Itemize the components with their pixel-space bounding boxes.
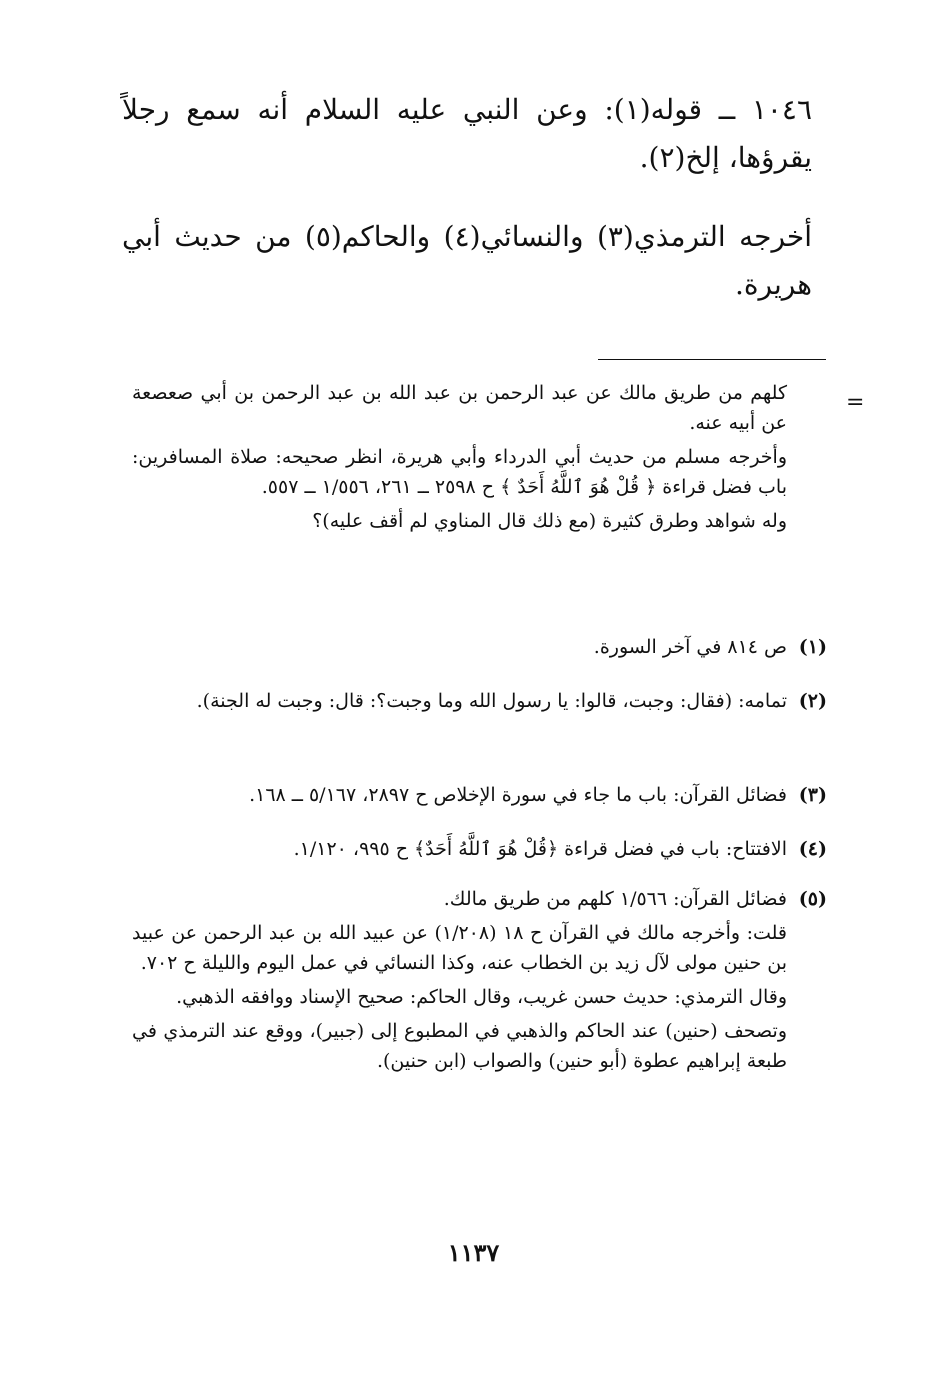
footnote-line: وأخرجه مسلم من حديث أبي الدرداء وأبي هريرة، انظر صحيحه: صلاة المسافرين: باب فضل قراءة ﴿ قُلْ هُوَ ٱللَّهُ أَحَدٌ ﴾ ح ٢٥٩٨ ــ ٢٦١، ١/٥٥٦ ــ ٥٥٧. — [132, 446, 787, 498]
footnote-line: وقال الترمذي: حديث حسن غريب، وقال الحاكم: صحيح الإسناد ووافقه الذهبي. — [176, 986, 787, 1008]
footnote-number: (٢) — [798, 690, 827, 712]
footnote-body — [132, 632, 787, 666]
page-number: ١١٣٧ — [447, 1238, 500, 1267]
footnote-number: (١) — [798, 636, 827, 658]
footnote-continuation — [132, 378, 787, 540]
footnote-body — [132, 686, 787, 720]
footnote-4 — [132, 834, 827, 868]
footnote-number: (٤) — [798, 838, 827, 860]
footnote-line: قلت: وأخرجه مالك في القرآن ح ١٨ (١/٢٠٨) عن عبيد الله بن عبد الرحمن عن عبيد بن حنين مولى لآل زيد بن الخطاب عنه، وكذا النسائي في عمل اليوم والليلة ح ٧٠٢. — [132, 922, 788, 974]
hadith-paragraph: ١٠٤٦ ــ قوله(١): وعن النبي عليه السلام أنه سمع رجلاً يقرؤها، إلخ(٢). — [122, 93, 812, 174]
footnote-number: (٣) — [798, 784, 827, 806]
footnote-line: فضائل القرآن: باب ما جاء في سورة الإخلاص ح ٢٨٩٧، ٥/١٦٧ ــ ١٦٨. — [249, 784, 787, 806]
footnote-line: تمامه: (فقال: وجبت، قالوا: يا رسول الله وما وجبت؟: قال: وجبت له الجنة). — [196, 690, 787, 712]
footnote-number: (٥) — [798, 888, 827, 910]
continuation-mark: = — [846, 390, 865, 415]
footnote-line: ص ٨١٤ في آخر السورة. — [593, 636, 787, 658]
footnote-line: وله شواهد وطرق كثيرة (مع ذلك قال المناوي لم أقف عليه)؟ — [312, 510, 787, 532]
footnote-body — [132, 780, 787, 814]
footnote-line: وتصحف (حنين) عند الحاكم والذهبي في المطبوع إلى (جبير)، ووقع عند الترمذي في طبعة إبراهيم عطوة (أبو حنين) والصواب (ابن حنين). — [132, 1020, 787, 1072]
footnote-line: كلهم من طريق مالك عن عبد الرحمن بن عبد الله بن عبد الرحمن بن أبي صعصعة عن أبيه عنه. — [132, 382, 787, 434]
footnote-body — [132, 834, 787, 868]
footnote-separator — [598, 359, 826, 360]
footnote-line: الافتتاح: باب في فضل قراءة ﴿قُلْ هُوَ ٱللَّهُ أَحَدٌ﴾ ح ٩٩٥، ١/١٢٠. — [293, 838, 787, 860]
footnote-5 — [132, 884, 827, 1080]
footnote-1 — [132, 632, 827, 666]
footnote-3 — [132, 780, 827, 814]
footnote-body — [132, 884, 787, 1080]
footnote-line: فضائل القرآن: ١/٥٦٦ كلهم من طريق مالك. — [443, 888, 787, 910]
footnote-2 — [132, 686, 827, 720]
takhrij-paragraph: أخرجه الترمذي(٣) والنسائي(٤) والحاكم(٥) من حديث أبي هريرة. — [122, 220, 812, 301]
